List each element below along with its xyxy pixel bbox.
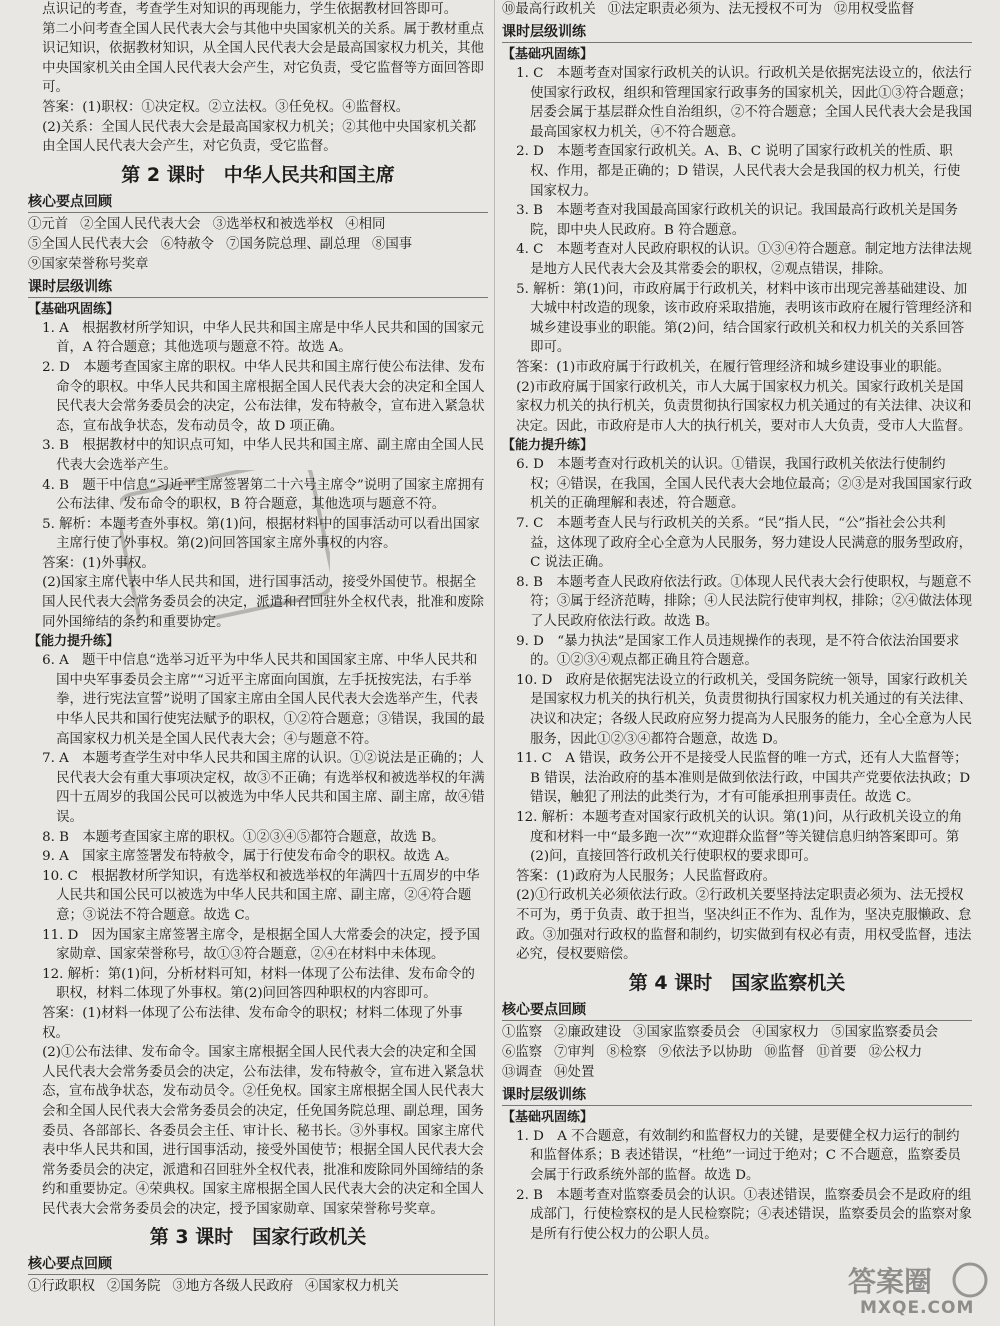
item-paragraph: 5. 解析：第(1)问，市政府属于行政机关，材料中该市出现完善基础建设、加大城中村改造的现象，该市政府采取措施，表明该市政府在履行管理经济和城乡建设事业的职能。第(2)问，结合国家行政机关和权力机关的关系回答即可。 — [516, 281, 972, 356]
key-point-item: ③地方各级人民政府 — [172, 1279, 294, 1295]
training-heading: 课时层级训练 — [28, 277, 488, 298]
ability-practice-heading: 【能力提升练】 — [28, 634, 120, 650]
item-paragraph: 6. D 本题考查对行政机关的认识。①错误，我国行政机关依法行使制约权；④错误，在我国，全国人民代表大会地位最高；②③是对我国国家行政机关的正确理解和表述，符合题意。 — [516, 457, 972, 512]
ability-practice-heading: 【能力提升练】 — [502, 438, 594, 454]
item-paragraph: 8. B 本题考查国家主席的职权。①②③④⑤都符合题意，故选 B。 — [42, 829, 445, 845]
basic-practice-lesson-4 — [502, 1127, 972, 1245]
key-point-item: ⑧检察 — [606, 1044, 647, 1060]
item-paragraph: 答案：(1)材料一体现了公布法律、发布命令的职权；材料二体现了外事权。 — [42, 1005, 463, 1041]
ability-practice-lesson-3 — [502, 455, 972, 964]
key-point-item: ⑧国事 — [371, 236, 413, 252]
key-point-item: ①元首 — [28, 216, 69, 232]
key-point-item: ⑭处置 — [554, 1064, 595, 1080]
key-point-item: ⑤国家监察委员会 — [831, 1024, 939, 1040]
key-point-item: ⑥监察 — [502, 1044, 543, 1060]
item-paragraph: (2)①公布法律、发布命令。国家主席根据全国人民代表大会的决定和全国人民代表大会常务委员会的决定，公布法律，发布特赦令，宣布进入紧急状态，宣布战争状态，发布动员令。②任免权。国家主席根据全国人民代表大会和全国人民代表大会常务委员会的决定，任免国务院总理、副总理，国务委员、各部部长、各委员会主任、审计长、秘书长。③外事权。国家主席代表中华人民共和国，进行国事活动，接受外国使节；根据全国人民代表大会常务委员会的决定，派遣和召回驻外全权代表，批准和废除同外国缔结的条约和重要协定。④荣典权。国家主席根据全国人民代表大会的决定和全国人民代表大会常务委员会的决定，授予国家勋章、国家荣誉称号奖章。 — [42, 1045, 484, 1217]
item-paragraph: 12. 解析：第(1)问，分析材料可知，材料一体现了公布法律、发布命令的职权，材料二体现了外事权。第(2)问回答四种职权的内容即可。 — [42, 966, 475, 1002]
item-paragraph: 5. 解析：本题考查外事权。第(1)问，根据材料中的国事活动可以看出国家主席行使了外事权。第(2)问回答国家主席外事权的内容。 — [42, 516, 480, 552]
key-point-item: ⑦审判 — [554, 1044, 595, 1060]
key-points-lesson-2 — [28, 215, 488, 275]
key-point-item: ④相同 — [345, 216, 386, 232]
item-paragraph: 8. B 本题考查人民政府依法行政。①体现人民代表大会行使职权，与题意不符；③属于经济范畴，排除；④人民法院行使审判权，排除；②④做法体现了人民政府依法行政。故选 B。 — [516, 574, 972, 630]
item-paragraph: 点识记的考查，考查学生对知识的再现能力，学生依据教材回答即可。 — [42, 2, 458, 17]
key-point-item: ⑨依法予以协助 — [658, 1044, 753, 1060]
key-points-lesson-3-cont — [502, 0, 972, 20]
item-paragraph: 1. D A 不合题意，有效制约和监督权力的关键，是要健全权力运行的制约和监督体系；B 表述错误，“杜绝”一词过于绝对；C 不合题意，监察委员会属于行政系统外部的监督。故选 D。 — [516, 1128, 961, 1183]
item-paragraph: 1. C 本题考查对国家行政机关的认识。行政机关是依据宪法设立的，依法行使国家行政权，组织和管理国家行政事务的国家机关，因此①③符合题意；居委会属于基层群众性自治组织，②不符合题意；全国人民代表大会是我国最高国家权力机关，④不符合题意。 — [516, 66, 972, 140]
key-point-item: ④国家权力机关 — [305, 1279, 399, 1295]
key-point-item: ⑨国家荣誉称号奖章 — [28, 256, 149, 272]
item-paragraph: 6. A 题干中信息“选举习近平为中华人民共和国国家主席、中华人民共和国中央军事委员会主席”“习近平主席面向国旗，左手抚按宪法，右手举拳，进行宪法宣誓”说明了国家主席由全国人民代表大会选举产生，代表中华人民共和国行使宪法赋予的职权，①②符合题意；③错误，我国的最高国家权力机关是全国人民代表大会；④与题意不符。 — [42, 653, 485, 747]
key-points-lesson-3 — [28, 1277, 488, 1297]
key-point-item: ⑬调查 — [502, 1064, 543, 1080]
key-point-item: ⑩最高行政机关 — [502, 2, 596, 17]
key-point-item: ⑪首要 — [816, 1044, 857, 1060]
item-paragraph: 答案：(1)职权：①决定权。②立法权。③任免权。④监督权。 — [42, 99, 410, 115]
key-point-item: ⑫用权受监督 — [833, 2, 915, 17]
key-point-item: ③选举权和被选举权 — [212, 216, 334, 232]
basic-practice-heading: 【基础巩固练】 — [502, 47, 594, 62]
basic-practice-heading: 【基础巩固练】 — [502, 1109, 594, 1125]
watermark-logo-text: 答案圈 — [848, 1265, 933, 1298]
key-point-item: ②廉政建设 — [554, 1024, 622, 1040]
item-paragraph: 10. C 根据教材所学知识，有选举权和被选举权的年满四十五周岁的中华人民共和国公民可以被选为中华人民共和国主席、副主席，②④符合题意；③说法不符合题意。故选 C。 — [42, 868, 480, 923]
key-point-item: ⑤全国人民代表大会 — [28, 236, 149, 252]
item-paragraph: 4. B 题干中信息“习近平主席签署第二十六号主席令”说明了国家主席拥有公布法律、发布命令的职权，B 符合题意，其他选项与题意不符。 — [42, 477, 485, 513]
key-point-item: ②全国人民代表大会 — [80, 216, 201, 232]
item-paragraph: 7. C 本题考查人民与行政机关的关系。“民”指人民，“公”指社会公共利益，这体现了政府全心全意为人民服务，努力建设人民满意的服务型政府，C 说法正确。 — [516, 516, 972, 571]
left-column — [28, 0, 488, 1326]
key-points-heading: 核心要点回顾 — [28, 1254, 488, 1275]
key-point-item: ①监察 — [502, 1024, 543, 1040]
item-paragraph: 答案：(1)市政府属于行政机关，在履行管理经济和城乡建设事业的职能。 — [516, 359, 951, 375]
training-heading: 课时层级训练 — [502, 1085, 972, 1106]
item-paragraph: 7. A 本题考查学生对中华人民共和国主席的认识。①②说法是正确的；人民代表大会有重大事项决定权，故③不正确；有选举权和被选举权的年满四十五周岁的我国公民可以被选为中华人民共和国主席、副主席，故④错误。 — [42, 751, 485, 825]
column-divider — [494, 0, 495, 1326]
lesson-2-title: 第 2 课时 中华人民共和国主席 — [121, 163, 395, 186]
basic-practice-lesson-3 — [502, 64, 972, 436]
watermark-url-text: MXQE.COM — [860, 1298, 975, 1318]
item-paragraph: 答案：(1)政府为人民服务；人民监督政府。 — [516, 868, 777, 884]
right-column — [502, 0, 975, 1326]
item-paragraph: 2. D 本题考查国家行政机关。A、B、C 说明了国家行政机关的性质、职权、作用，都是正确的；D 错误，人民代表大会是我国的权力机关，行使国家权力。 — [516, 144, 961, 199]
key-point-item: ①行政职权 — [28, 1279, 95, 1295]
watermark-logo — [842, 1258, 992, 1320]
lesson-4-title: 第 4 课时 国家监察机关 — [628, 971, 846, 994]
item-paragraph: 答案：(1)外事权。 — [42, 555, 155, 571]
watermark-stamp — [120, 470, 330, 620]
key-points-heading: 核心要点回顾 — [28, 192, 488, 213]
item-paragraph: 10. D 政府是依据宪法设立的行政机关，受国务院统一领导，国家行政机关是国家权力机关的执行机关，负责贯彻执行国家权力机关通过的有关法律、决议和决定；各级人民政府应努力提高为人民服务的能力，全心全意为人民服务，因此①②③④都符合题意，故选 D。 — [516, 672, 972, 747]
lesson-3-title: 第 3 课时 国家行政机关 — [149, 1226, 367, 1249]
item-paragraph: 12. 解析：本题考查对国家行政机关的认识。第(1)问，从行政机关设立的角度和材料一中“最多跑一次”“欢迎群众监督”等关键信息归纳答案即可。第(2)问，直接回答行政机关行使职权的要求即可。 — [516, 809, 963, 865]
left-top-block — [28, 0, 488, 157]
key-point-item: ④国家权力 — [752, 1024, 820, 1040]
item-paragraph: 2. D 本题考查国家主席的职权。中华人民共和国主席行使公布法律、发布命令的职权。中华人民共和国主席根据全国人民代表大会的决定和全国人民代表大会常务委员会的决定，公布法律，发布特赦令，宣布进入紧急状态，宣布战争状态，发布动员令，故 D 项正确。 — [42, 359, 485, 434]
basic-practice-heading: 【基础巩固练】 — [28, 301, 120, 317]
item-paragraph: 9. A 国家主席签署发布特赦令，属于行使发布命令的职权。故选 A。 — [42, 849, 458, 865]
key-point-item: ⑩监督 — [764, 1044, 805, 1060]
item-paragraph: (2)①行政机关必须依法行政。②行政机关要坚持法定职责必须为、法无授权不可为，勇于负责、敢于担当，坚决纠正不作为、乱作为，坚决克服懒政、怠政。③加强对行政权的监督和制约，切实做到有权必有责，用权受监督，违法必究，侵权要赔偿。 — [516, 888, 972, 963]
item-paragraph: 3. B 本题考查对我国最高国家行政机关的识记。我国最高行政机关是国务院，即中央人民政府。B 符合题意。 — [516, 203, 959, 238]
item-paragraph: 3. B 根据教材中的知识点可知，中华人民共和国主席、副主席由全国人民代表大会选举产生。 — [42, 438, 485, 473]
item-paragraph: (2)关系：全国人民代表大会是最高国家权力机关；②其他中央国家机关都由全国人民代表大会产生，对它负责，受它监督。 — [42, 119, 477, 155]
key-points-heading: 核心要点回顾 — [502, 1000, 972, 1021]
item-paragraph: 11. C A 错误，政务公开不是接受人民监督的唯一方式，还有人大监督等；B 错误，法治政府的基本准则是做到依法行政，中国共产党要依法执政；D 错误，触犯了刑法的此类行为，才有可能承担刑事责任。故选 C。 — [516, 751, 971, 806]
item-paragraph: (2)市政府属于国家行政机关，市人大属于国家权力机关。国家行政机关是国家权力机关的执行机关，负责贯彻执行国家权力机关通过的有关法律、决议和决定。因此，市政府是市人大的执行机关，要对市人大负责，受市人大监督。 — [516, 379, 972, 434]
key-point-item: ⑫公权力 — [868, 1044, 923, 1060]
training-heading: 课时层级训练 — [502, 22, 972, 43]
key-point-item: ②国务院 — [106, 1279, 161, 1295]
key-point-item: ⑥特赦令 — [160, 236, 215, 252]
item-paragraph: 1. A 根据教材所学知识，中华人民共和国主席是中华人民共和国的国家元首，A 符合题意；其他选项与题意不符。故选 A。 — [42, 320, 484, 356]
key-points-lesson-4 — [502, 1023, 972, 1083]
item-paragraph: 第二小问考查全国人民代表大会与其他中央国家机关的关系。属于教材重点识记知识，依据教材知识，从全国人民代表大会是最高国家权力机关，其他中央国家机关由全国人民代表大会产生，对它负责，受它监督等方面回答即可。 — [42, 21, 484, 96]
item-paragraph: 2. B 本题考查对监察委员会的认识。①表述错误，监察委员会不是政府的组成部门，行使检察权的是人民检察院；④表述错误，监察委员会的监察对象是所有行使公权力的公职人员。 — [516, 1187, 972, 1242]
key-point-item: ③国家监察委员会 — [633, 1024, 741, 1040]
item-paragraph: 9. D “暴力执法”是国家工作人员违规操作的表现，是不符合依法治国要求的。①②③④观点都正确且符合题意。 — [516, 633, 960, 669]
item-paragraph: (2)国家主席代表中华人民共和国，进行国事活动，接受外国使节。根据全国人民代表大会常务委员会的决定，派遣和召回驻外全权代表，批准和废除同外国缔结的条约和重要协定。 — [42, 575, 484, 630]
item-paragraph: 4. C 本题考查对人民政府职权的认识。①③④符合题意。制定地方法律法规是地方人民代表大会及其常委会的职权，②观点错误，排除。 — [516, 242, 972, 277]
key-point-item: ⑦国务院总理、副总理 — [226, 236, 360, 252]
ability-practice-lesson-2 — [28, 651, 488, 1219]
item-paragraph: 11. D 因为国家主席签署主席令，是根据全国人大常委会的决定，授予国家勋章、国家荣誉称号，故①③符合题意，②④在材料中未体现。 — [42, 927, 481, 963]
key-point-item: ⑪法定职责必须为、法无授权不可为 — [607, 2, 822, 17]
